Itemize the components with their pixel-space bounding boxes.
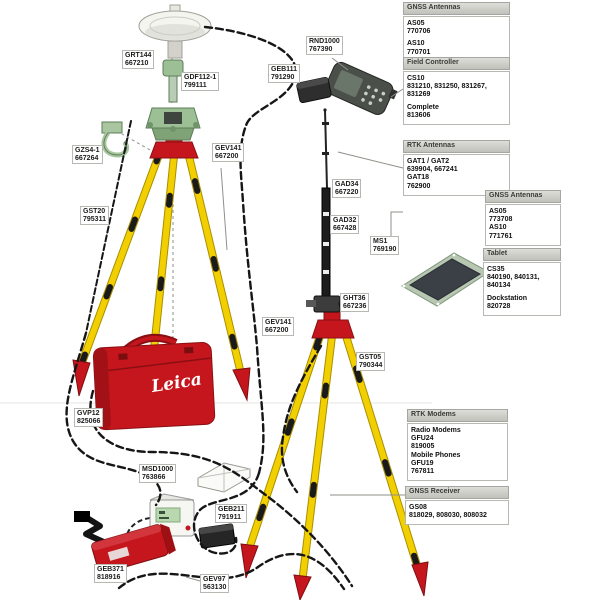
infobox-line: 840134 [487,282,511,290]
part-label-gdf112 [181,72,219,91]
infobox-body [405,500,509,525]
infobox-line: Radio Modems [411,427,461,434]
part-label-gev141-b [262,317,294,336]
tripod-foot [233,368,250,400]
infobox-line: 820728 [487,302,511,310]
part-number: 667428 [333,224,357,232]
infobox-line: Mobile Phones [411,451,461,459]
part-label-gst05 [356,352,385,371]
infobox-body [485,204,561,246]
infobox-header: GNSS Receiver [405,486,509,499]
infobox-line: GAT1 / GAT2 [407,158,450,165]
part-label-geb371 [94,564,127,583]
infobox-gnss-antennas-mid [485,190,561,246]
tripod-foot [412,562,428,596]
part-label-geb211 [215,504,247,523]
tripod-head [312,320,354,338]
infobox-line: 813606 [407,111,431,119]
part-number: 790344 [359,361,383,369]
infobox-line: 840190, 840131, [487,274,540,282]
part-label-gev97 [200,574,229,593]
battery-geb111-device [296,77,331,103]
part-model: GEV141 [215,145,242,152]
infobox-rtk-modems [407,409,508,481]
tripod-foot [294,575,311,600]
part-label-gst20 [80,206,109,225]
infobox-line: 818029, 808030, 808032 [409,512,487,520]
part-model: GDF112-1 [184,74,217,81]
height-hook-gzs4 [102,122,127,155]
infobox-body [403,71,510,125]
infobox-line: 770706 [407,28,431,36]
infobox-line: CS10 [407,75,425,82]
part-number: 818916 [97,573,121,581]
part-number: 767390 [309,45,333,53]
infobox-line: 770701 [407,48,431,56]
infobox-line: AS05 [489,208,507,215]
infobox-line: AS10 [407,40,425,48]
infobox-line: 831210, 831250, 831267, [407,83,487,91]
tribrach-gdf112 [146,108,200,140]
part-number: 763866 [142,473,166,481]
part-label-gzs4 [72,145,103,164]
infobox-line: 819005 [411,443,435,451]
infobox-line: 762900 [407,182,431,190]
part-model: GVP12 [77,410,100,417]
infobox-header: GNSS Antennas [403,2,510,15]
part-model: GRT144 [125,52,152,59]
part-label-grt144 [122,50,154,69]
part-model: MS1 [373,238,388,245]
part-number: 791290 [271,73,295,81]
part-number: 799111 [184,81,207,89]
part-model: GEV141 [265,319,292,326]
carry-case [93,335,216,430]
part-number: 667200 [265,326,289,334]
part-label-gvp12 [74,408,103,427]
infobox-header: RTK Antennas [403,140,510,153]
field-controller-device [323,60,399,119]
part-number: 563130 [203,583,227,591]
infobox-header: Tablet [483,248,561,261]
infobox-field-controller [403,57,510,125]
infobox-gnss-receiver [405,486,509,525]
infobox-body [407,423,508,481]
tablet-device [402,253,489,306]
part-model: GEV97 [203,576,226,583]
radio-antenna-mast [306,108,347,312]
infobox-line: GAT18 [407,174,430,182]
infobox-header: RTK Modems [407,409,508,422]
infobox-line: GFU19 [411,459,434,467]
part-model: GHT36 [343,295,366,302]
part-number: 667200 [215,152,239,160]
part-number: 667210 [125,59,149,67]
part-model: RND1000 [309,38,340,45]
mast-clamp-ght36 [314,296,340,312]
part-label-gad34 [332,179,361,198]
callout-lines [186,58,407,581]
infobox-line: GFU24 [411,435,434,443]
part-label-geb111 [268,64,300,83]
part-label-msd1000 [139,464,176,483]
infobox-line: 831269 [407,91,431,99]
infobox-line: 771761 [489,232,513,240]
infobox-body [483,262,561,316]
infobox-line: 639904, 667241 [407,166,458,174]
part-model: GZS4-1 [75,147,100,154]
infobox-tablet [483,248,561,316]
part-label-gad32 [330,215,359,234]
infobox-header: GNSS Antennas [485,190,561,203]
part-label-rnd1000 [306,36,343,55]
infobox-line: GS08 [409,504,427,511]
infobox-line: AS10 [489,224,507,232]
infobox-gnss-antennas-top [403,2,510,62]
part-model: GST20 [83,208,106,215]
infobox-line: 773708 [489,216,513,224]
case-logo: Leica [150,369,204,398]
part-number: 825066 [77,417,101,425]
part-model: GST05 [359,354,382,361]
infobox-line: Dockstation [487,294,528,302]
part-number: 667264 [75,154,99,162]
battery-geb211-device [199,524,235,549]
part-number: 791911 [218,513,241,521]
infobox-line: CS35 [487,266,505,273]
infobox-body [403,16,510,62]
right-tripod [241,310,428,600]
part-model: MSD1000 [142,466,174,473]
infobox-line: Complete [407,103,439,111]
part-model: GEB111 [271,66,298,73]
part-model: GAD32 [333,217,357,224]
part-model: GAD34 [335,181,359,188]
infobox-line: 767811 [411,468,434,476]
infobox-rtk-antennas [403,140,510,196]
part-number: 667236 [343,302,367,310]
part-label-ms1 [370,236,399,255]
infobox-header: Field Controller [403,57,510,70]
antenna-carrier-grt144 [163,60,183,102]
part-label-ght36 [340,293,369,312]
part-model: GEB211 [218,506,245,513]
part-model: GEB371 [97,566,124,573]
part-number: 769190 [373,245,397,253]
part-number: 795311 [83,215,106,223]
infobox-line: AS05 [407,20,425,27]
part-label-gev141-a [212,143,244,162]
tripod-head [150,142,198,158]
part-number: 667220 [335,188,359,196]
